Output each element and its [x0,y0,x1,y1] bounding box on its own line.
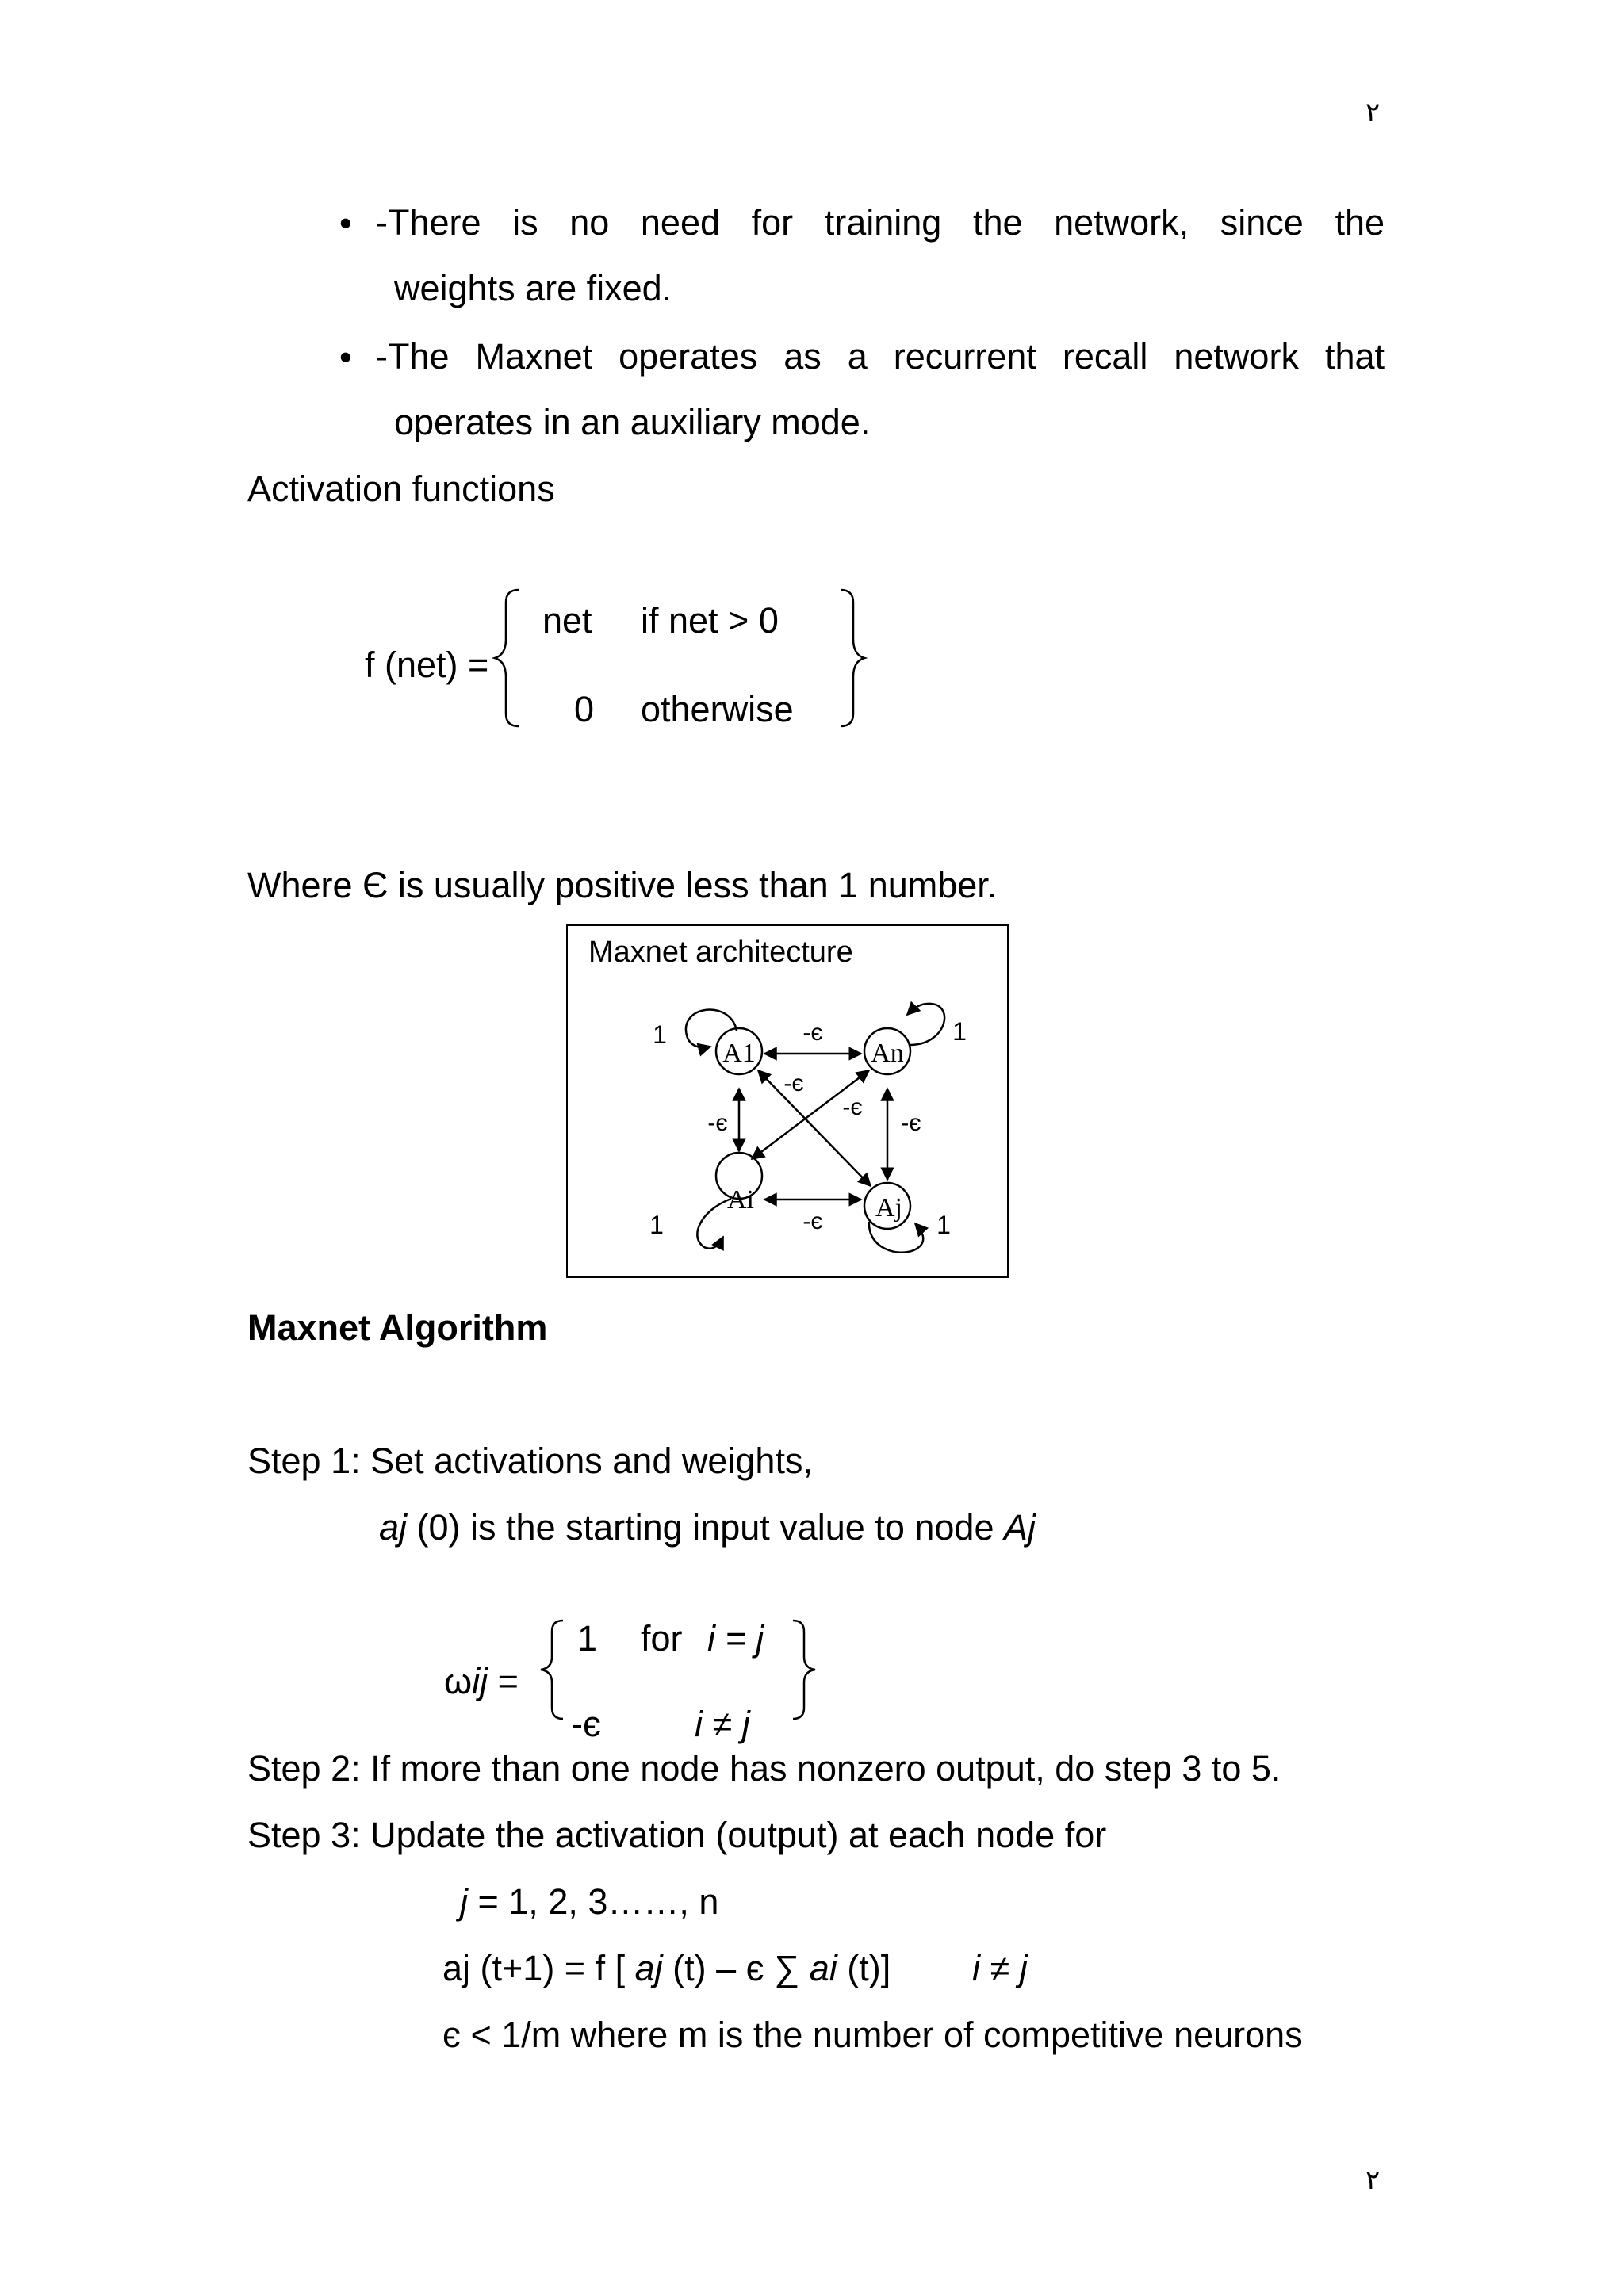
update-rule-end: (t)] [837,1948,891,1988]
weight-case-1-value: 1 [577,1618,598,1659]
update-condition: i ≠ j [972,1948,1028,1988]
weight-lhs [444,1660,519,1703]
weight-left-brace [536,1617,576,1722]
left-brace [492,587,531,729]
case-2-value: 0 [574,689,595,729]
weight-label-ai-aj: -є [802,1208,823,1234]
weight-equals: = [488,1661,519,1701]
case-1-condition: if net > 0 [641,600,779,641]
update-var-aj: aj [634,1948,663,1988]
node-a1-label: A1 [722,1039,756,1068]
page-number-top: ٢ [1365,97,1381,128]
step-2-text: If more than one node has nonzero output, do step 3 to 5. [370,1748,1281,1789]
bullet-dot: • [339,203,352,243]
diagram-title: Maxnet architecture [588,936,853,969]
bullet-1-line-1: -There is no need for training the network, since the [376,202,1385,243]
step-1 [247,1440,813,1483]
var-node-aj: Aj [1003,1507,1036,1548]
update-rule [442,1947,891,1990]
step-2 [247,1747,1281,1790]
weight-label-ai-self: 1 [649,1211,664,1239]
maxnet-network [568,926,1007,1276]
bullet-2-line-1: -The Maxnet operates as a recurrent recall network that [376,336,1385,377]
step-3 [247,1814,1106,1857]
node-aj-label: Aj [875,1193,902,1223]
bullet-dot: • [339,337,352,377]
step-3-j-range [460,1881,718,1923]
weight-label-an-ai: -є [842,1094,863,1120]
weight-label-a1-ai: -є [707,1110,728,1136]
step-1-text: Set activations and weights, [370,1441,813,1481]
weight-case-1-condition: i = j [707,1618,764,1659]
weight-label-a1-an: -є [802,1020,823,1046]
maxnet-diagram-box [566,924,1009,1278]
self-loop-an [907,1004,944,1045]
node-an-label: An [871,1039,904,1068]
step-1-sub-text: (0) is the starting input value to node [407,1507,1004,1548]
weight-case-2-value: -є [571,1704,601,1744]
activation-heading: Activation functions [247,469,555,509]
step-3-label: Step 3: [247,1815,361,1855]
weight-index: ij [472,1661,488,1701]
step-1-sub [379,1506,1036,1549]
node-ai-label: Ai [727,1185,754,1215]
step-2-label: Step 2: [247,1748,361,1789]
weight-label-an-self: 1 [952,1017,967,1046]
weight-label-a1-self: 1 [653,1020,667,1049]
weight-case-2-condition: i ≠ j [695,1704,750,1744]
page-number-bottom: ٢ [1365,2164,1381,2196]
case-2-condition: otherwise [641,689,794,729]
update-var-ai: ai [809,1948,837,1988]
bullet-2-line-2: operates in an auxiliary mode. [394,402,871,442]
edge-a1-aj [758,1070,871,1186]
case-1-value: net [542,600,592,641]
step-1-label: Step 1: [247,1441,361,1481]
step-3-text: Update the activation (output) at each node for [370,1815,1107,1855]
weight-label-a1-aj: -є [783,1070,804,1096]
self-loop-ai [697,1199,731,1249]
epsilon-constraint: є < 1/m where m is the number of competitive neurons [442,2015,1303,2055]
epsilon-note: Where Є is usually positive less than 1 number. [247,865,998,905]
var-j: j [460,1881,468,1922]
bullet-1-line-2: weights are fixed. [394,268,672,308]
omega-symbol: ω [444,1661,473,1701]
j-range-values: = 1, 2, 3……, n [468,1881,719,1922]
formula-lhs: f (net) = [365,645,489,685]
update-rule-lhs: aj (t+1) = f [ [442,1948,635,1988]
algorithm-heading: Maxnet Algorithm [247,1307,548,1348]
weight-label-an-aj: -є [901,1110,921,1136]
weight-case-1-for: for [641,1618,683,1659]
right-brace [836,587,875,729]
weight-label-aj-self: 1 [936,1211,951,1239]
update-rule-mid: (t) – є ∑ [662,1948,810,1988]
weight-right-brace [788,1617,828,1722]
var-aj: aj [379,1507,408,1548]
